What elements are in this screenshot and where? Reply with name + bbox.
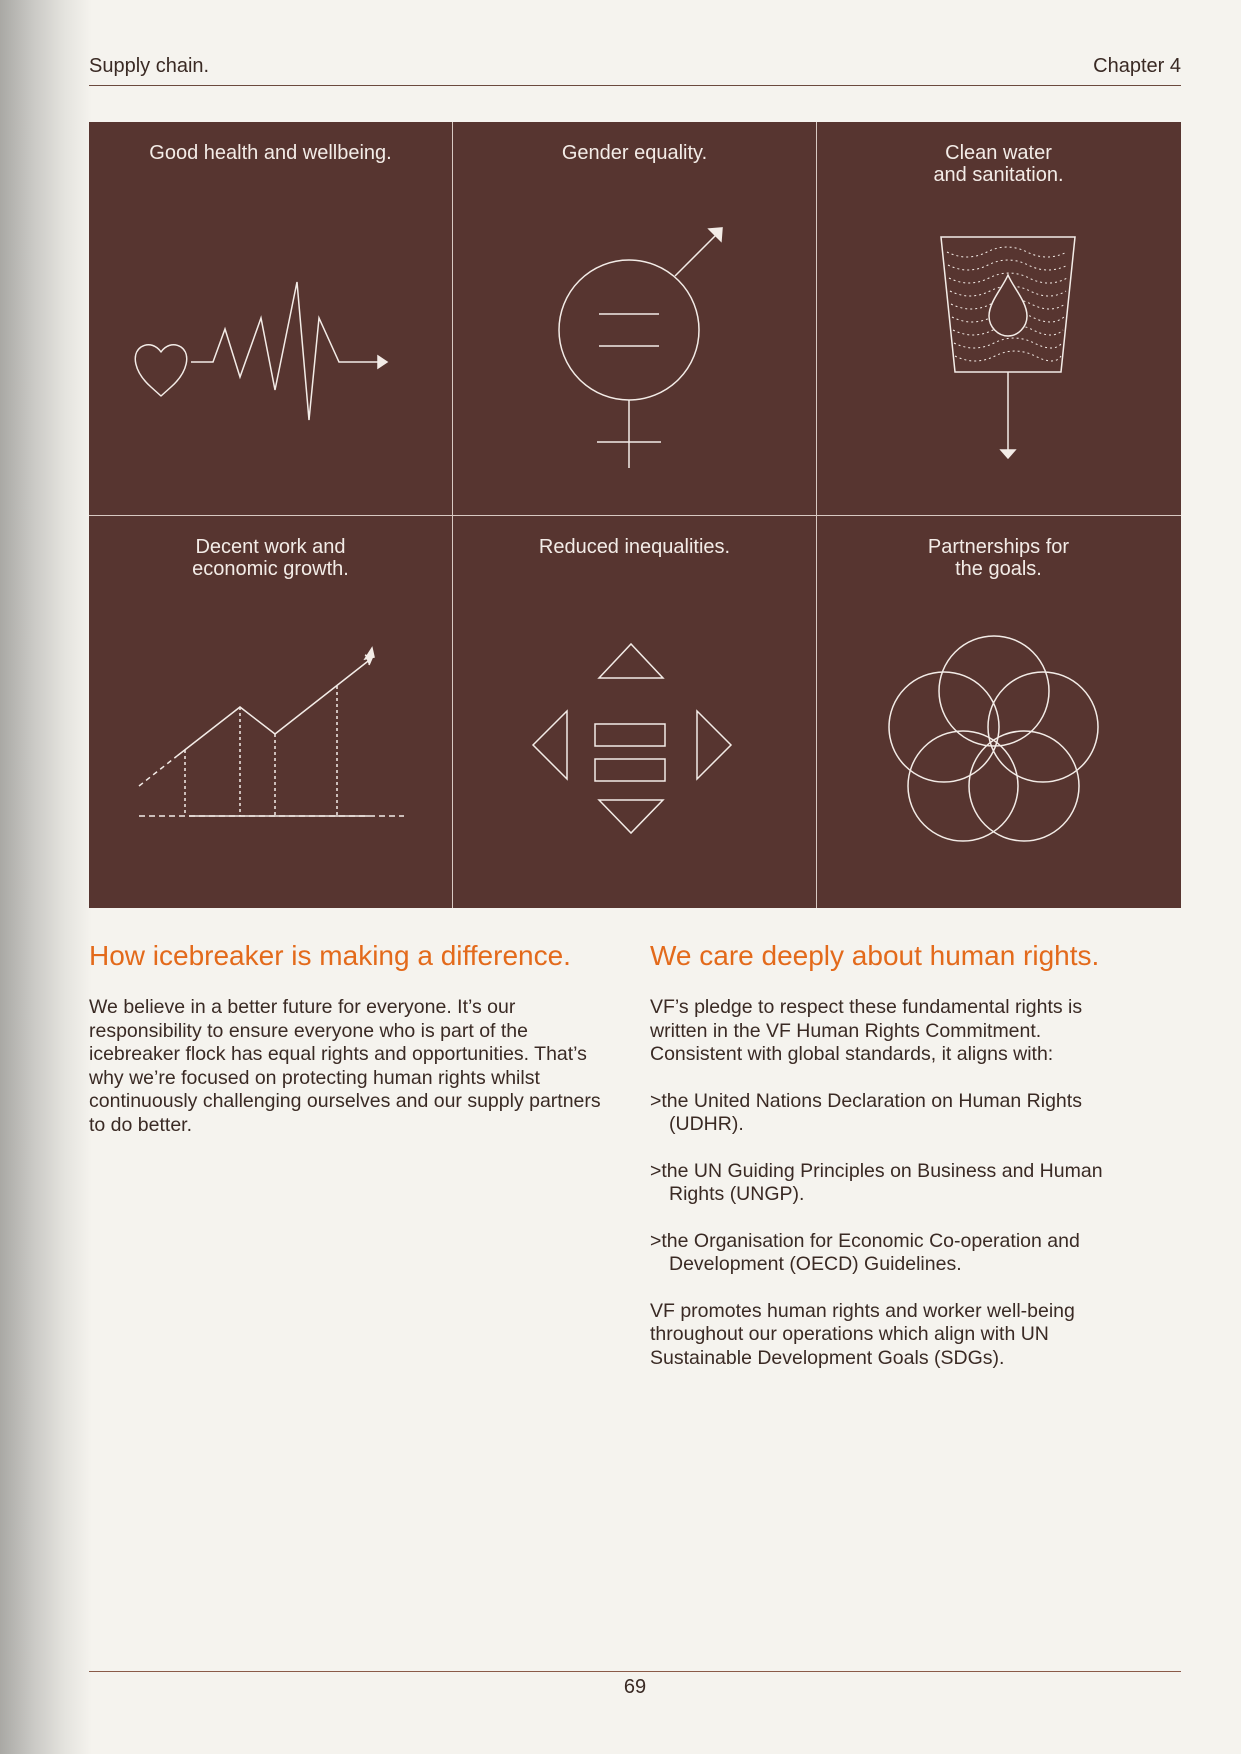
goal-label: Reduced inequalities.	[538, 536, 731, 558]
water-glass-icon	[817, 122, 1181, 514]
right-intro: VF’s pledge to respect these fundamental rights is written in the VF Human Rights Commitment. Consistent with global standards, it aligns with:	[650, 996, 1083, 1065]
right-heading: We care deeply about human rights.	[650, 940, 1100, 971]
goal-good-health	[89, 122, 452, 514]
page-number: 69	[623, 1676, 647, 1698]
left-paragraph: We believe in a better future for everyone. It’s our responsibility to ensure everyone who is part of the icebreaker flock has equal rights and opportunities. That’s why we’re focused on protecting human rights whilst continuously challenging ourselves and our supply partners to do better.	[89, 996, 601, 1136]
goal-label: Partnerships for the goals.	[927, 536, 1070, 580]
left-heading: How icebreaker is making a difference.	[89, 940, 571, 971]
growth-chart-icon	[89, 516, 452, 908]
bullet-item: >the United Nations Declaration on Human Rights (UDHR).	[650, 1089, 1082, 1135]
goal-label: Clean water and sanitation.	[933, 142, 1064, 186]
goal-label: Gender equality.	[561, 142, 708, 164]
footer-divider	[89, 1671, 1181, 1672]
left-body	[89, 996, 609, 1160]
chapter-label: Chapter 4	[1093, 55, 1181, 77]
bullet-item: >the UN Guiding Principles on Business and Human Rights (UNGP).	[650, 1159, 1103, 1205]
goal-label: Good health and wellbeing.	[149, 142, 392, 164]
goal-decent-work	[89, 516, 452, 908]
goal-clean-water	[817, 122, 1180, 514]
gender-equality-icon	[453, 122, 816, 514]
equal-arrows-icon	[453, 516, 816, 908]
right-closing: VF promotes human rights and worker well-being throughout our operations which align with UN Sustainable Development Goals (SDGs).	[650, 1299, 1075, 1369]
sdg-icon-grid	[89, 122, 1181, 908]
goal-reduced-inequalities	[453, 516, 816, 908]
book-spine-shadow	[0, 0, 92, 1754]
bullet-item: >the Organisation for Economic Co-operation and Development (OECD) Guidelines.	[650, 1229, 1080, 1275]
page-header	[89, 55, 1181, 86]
goal-partnerships	[817, 516, 1180, 908]
interlocking-circles-icon	[817, 516, 1181, 908]
heartbeat-icon	[89, 122, 452, 514]
right-body	[650, 996, 1130, 1393]
goal-gender-equality	[453, 122, 816, 514]
section-title: Supply chain.	[89, 55, 210, 77]
goal-label: Decent work and economic growth.	[192, 536, 349, 580]
